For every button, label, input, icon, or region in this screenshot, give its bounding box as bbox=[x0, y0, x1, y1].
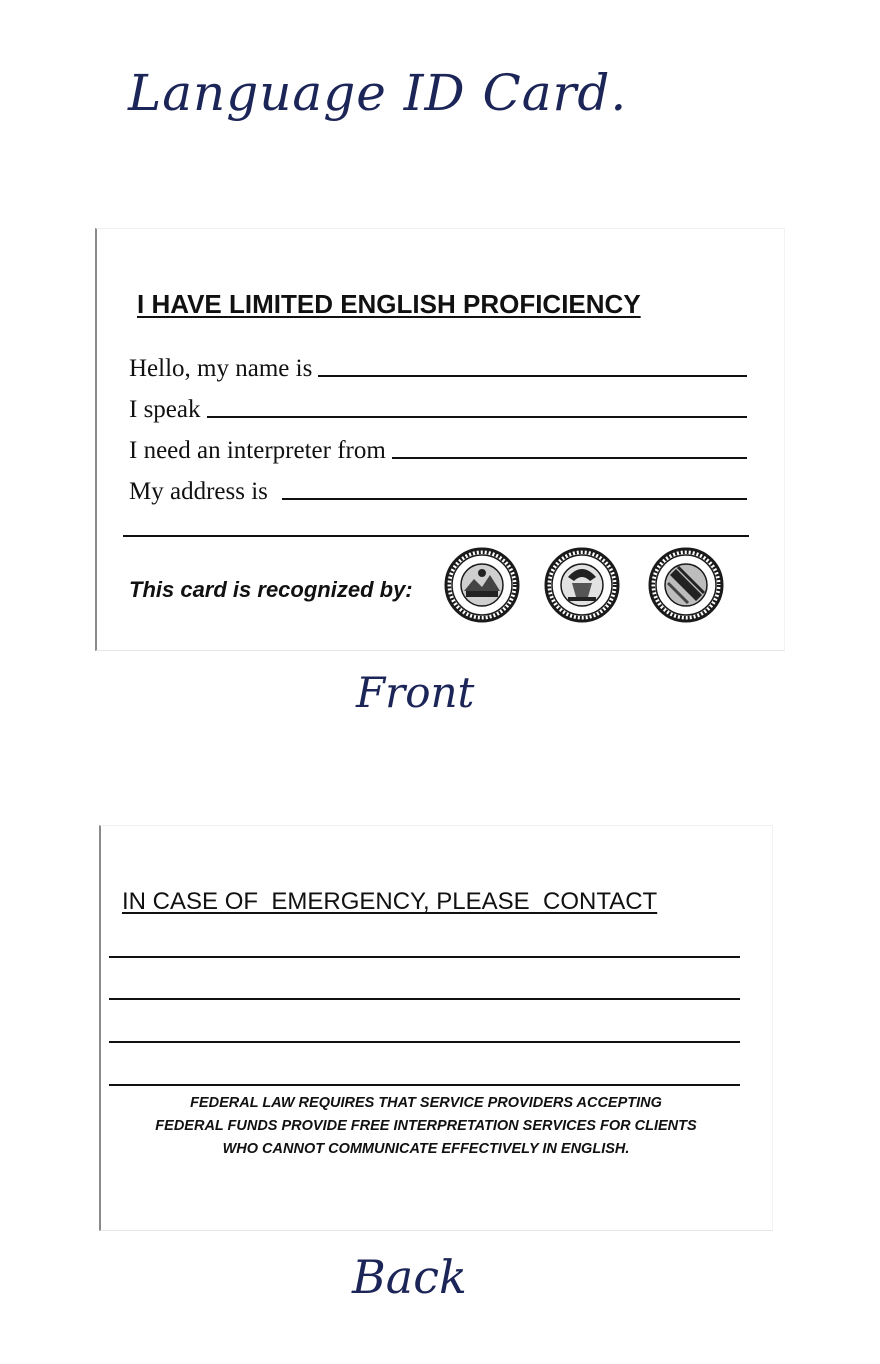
language-field-label: I speak bbox=[129, 396, 201, 423]
name-blank-line bbox=[318, 375, 747, 377]
interpreter-field-row bbox=[129, 431, 747, 463]
handwritten-heading: Language ID Card. bbox=[128, 64, 628, 122]
contact-line bbox=[109, 956, 740, 958]
notice-line: FEDERAL LAW REQUIRES THAT SERVICE PROVIDERS ACCEPTING bbox=[190, 1095, 662, 1111]
notice-line: WHO CANNOT COMMUNICATE EFFECTIVELY IN ENGLISH. bbox=[222, 1141, 630, 1157]
contact-line bbox=[109, 1041, 740, 1043]
address-field-label: My address is bbox=[129, 478, 268, 505]
state-seal-icon bbox=[648, 547, 724, 623]
contact-line bbox=[109, 998, 740, 1000]
language-field-row bbox=[129, 390, 747, 422]
address-second-line bbox=[123, 535, 749, 537]
name-field-label: Hello, my name is bbox=[129, 355, 313, 382]
address-blank-line bbox=[282, 498, 747, 500]
notice-line: FEDERAL FUNDS PROVIDE FREE INTERPRETATION SERVICES FOR CLIENTS bbox=[155, 1118, 697, 1134]
back-title: IN CASE OF EMERGENCY, PLEASE CONTACT bbox=[122, 888, 658, 915]
name-field-row bbox=[129, 349, 747, 381]
address-field-row bbox=[129, 472, 747, 504]
card-back bbox=[99, 825, 773, 1231]
interpreter-blank-line bbox=[392, 457, 747, 459]
federal-law-notice bbox=[121, 1092, 731, 1161]
card-front bbox=[95, 228, 785, 651]
language-blank-line bbox=[207, 416, 748, 418]
county-seal-icon bbox=[444, 547, 520, 623]
recognized-by-label: This card is recognized by: bbox=[129, 577, 413, 602]
handwritten-front-caption: Front bbox=[356, 668, 475, 717]
front-title: I HAVE LIMITED ENGLISH PROFICIENCY bbox=[137, 289, 641, 319]
police-seal-icon bbox=[544, 547, 620, 623]
handwritten-back-caption: Back bbox=[352, 1250, 467, 1304]
contact-line bbox=[109, 1084, 740, 1086]
interpreter-field-label: I need an interpreter from bbox=[129, 437, 386, 464]
